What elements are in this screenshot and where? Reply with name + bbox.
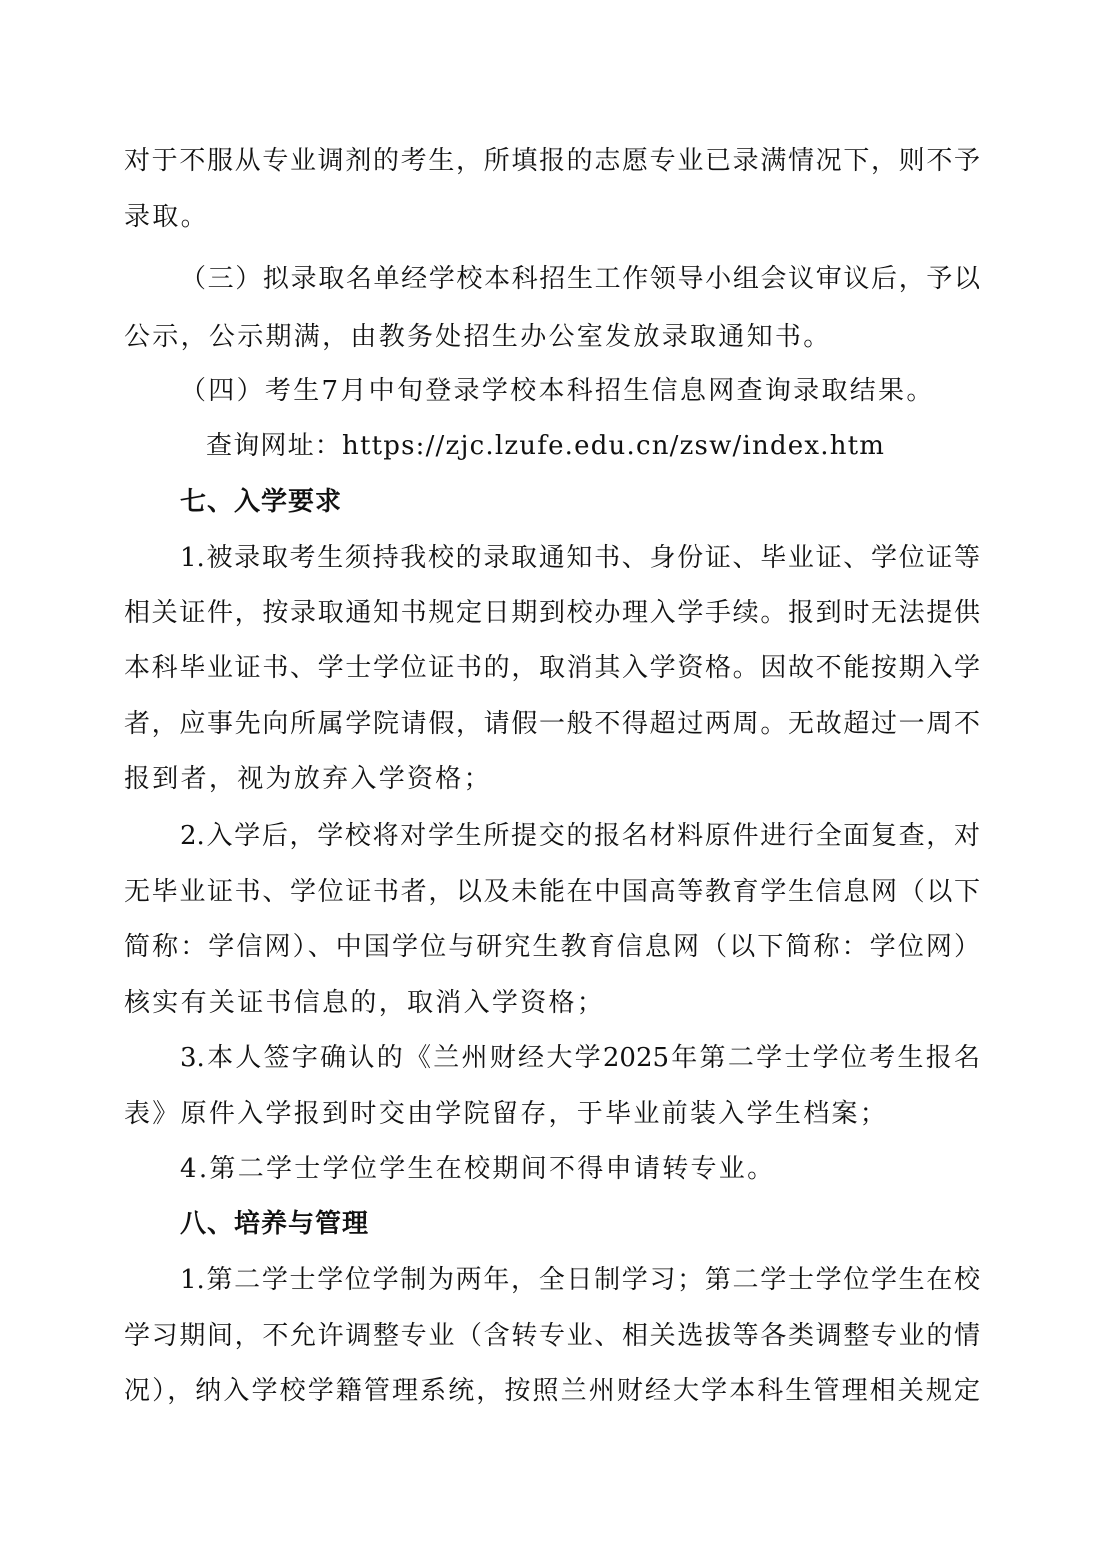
section-heading-training-management: 八、培养与管理	[180, 1209, 370, 1239]
paragraph-line: 公示，公示期满，由教务处招生办公室发放录取通知书。	[124, 322, 832, 352]
paragraph-line: 相关证件，按录取通知书规定日期到校办理入学手续。报到时无法提供	[124, 598, 980, 628]
paragraph-line: 本科毕业证书、学士学位证书的，取消其入学资格。因故不能按期入学	[124, 653, 980, 683]
paragraph-line: 3.本人签字确认的《兰州财经大学2025年第二学士学位考生报名	[180, 1043, 980, 1073]
paragraph-line: 4.第二学士学位学生在校期间不得申请转专业。	[180, 1154, 776, 1184]
paragraph-line: 1.被录取考生须持我校的录取通知书、身份证、毕业证、学位证等	[180, 543, 980, 573]
paragraph-line: 1.第二学士学位学制为两年，全日制学习；第二学士学位学生在校	[180, 1265, 980, 1295]
paragraph-line: 学习期间，不允许调整专业（含转专业、相关选拔等各类调整专业的情	[124, 1321, 980, 1351]
paragraph-line: 对于不服从专业调剂的考生，所填报的志愿专业已录满情况下，则不予	[124, 146, 980, 176]
paragraph-line: 无毕业证书、学位证书者，以及未能在中国高等教育学生信息网（以下	[124, 877, 980, 907]
paragraph-line: 表》原件入学报到时交由学院留存，于毕业前装入学生档案；	[124, 1099, 889, 1129]
paragraph-line: 报到者，视为放弃入学资格；	[124, 764, 492, 794]
section-heading-admission-requirements: 七、入学要求	[180, 487, 343, 517]
paragraph-line: （四）考生7月中旬登录学校本科招生信息网查询录取结果。	[180, 376, 935, 406]
paragraph-line: （三）拟录取名单经学校本科招生工作领导小组会议审议后，予以	[180, 264, 980, 294]
paragraph-line: 2.入学后，学校将对学生所提交的报名材料原件进行全面复查，对	[180, 821, 980, 851]
paragraph-line: 简称：学信网）、中国学位与研究生教育信息网（以下简称：学位网）	[124, 932, 980, 962]
paragraph-line: 者，应事先向所属学院请假，请假一般不得超过两周。无故超过一周不	[124, 709, 980, 739]
paragraph-line: 核实有关证书信息的，取消入学资格；	[124, 988, 606, 1018]
query-url-line[interactable]: 查询网址：https://zjc.lzufe.edu.cn/zsw/index.htm	[206, 431, 886, 461]
paragraph-line: 录取。	[124, 202, 209, 232]
paragraph-line: 况），纳入学校学籍管理系统，按照兰州财经大学本科生管理相关规定	[124, 1376, 980, 1406]
